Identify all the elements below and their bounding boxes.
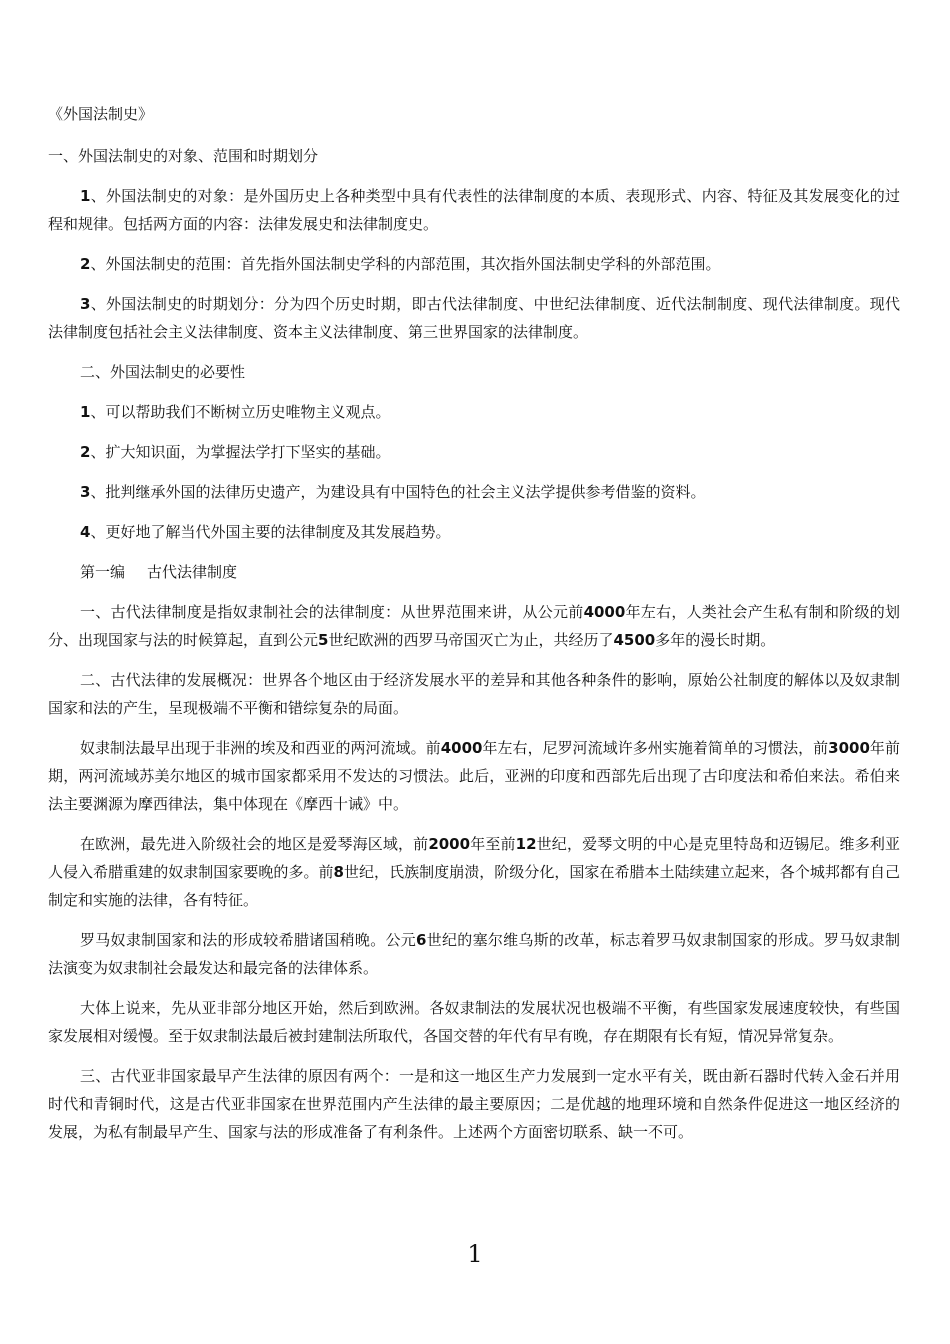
item-number: 1 (80, 403, 91, 421)
paragraph-text: 、外国法制史的范围：首先指外国法制史学科的内部范围，其次指外国法制史学科的外部范围。 (90, 255, 721, 273)
item-text: 、扩大知识面，为掌握法学打下坚实的基础。 (90, 443, 391, 461)
text-run: 世纪，氏族制度崩溃，阶级分化，国家在希腊本土陆续建立起来，各个城邦都有自己制定和实施的法律，各有特征。 (48, 863, 900, 909)
number-bold: 2000 (428, 835, 471, 853)
number-bold: 4000 (583, 603, 626, 621)
item-number: 1 (80, 187, 91, 205)
paragraph-periods (48, 290, 900, 346)
number-bold: 4000 (440, 739, 483, 757)
paragraph-text: 、外国法制史的对象：是外国历史上各种类型中具有代表性的法律制度的本质、表现形式、内容、特征及其发展变化的过程和规律。包括两方面的内容：法律发展史和法律制度史。 (48, 187, 900, 233)
item-number: 2 (80, 255, 91, 273)
item-number: 3 (80, 483, 91, 501)
text-run: 年左右，尼罗河流域许多州实施着简单的习惯法，前 (482, 739, 829, 757)
text-run: 世纪欧洲的西罗马帝国灭亡为止，共经历了 (328, 631, 614, 649)
list-item (48, 478, 900, 506)
item-number: 3 (80, 295, 91, 313)
text-run: 多年的漫长时期。 (655, 631, 776, 649)
list-item (48, 438, 900, 466)
item-text: 、更好地了解当代外国主要的法律制度及其发展趋势。 (90, 523, 451, 541)
item-text: 、批判继承外国的法律历史遗产，为建设具有中国特色的社会主义法学提供参考借鉴的资料。 (90, 483, 706, 501)
part-heading (48, 558, 900, 586)
text-run: 世纪，爱琴文明的中心是克里特岛和迈锡尼。维多利亚人侵入希腊重建的奴隶制国家要晚的多。前 (48, 835, 900, 881)
paragraph-scope (48, 250, 900, 278)
number-bold: 6 (416, 931, 427, 949)
text-run: 世纪的塞尔维乌斯的改革，标志着罗马奴隶制国家的形成。罗马奴隶制法演变为奴隶制社会最发达和最完备的法律体系。 (48, 931, 900, 977)
paragraph-development-overview: 二、古代法律的发展概况：世界各个地区由于经济发展水平的差异和其他各种条件的影响，原始公社制度的解体以及奴隶制国家和法的产生，呈现极端不平衡和错综复杂的局面。 (48, 671, 900, 717)
section-heading-2: 二、外国法制史的必要性 (80, 363, 246, 381)
text-run: 在欧洲，最先进入阶级社会的地区是爱琴海区域，前 (80, 835, 429, 853)
number-bold: 4500 (613, 631, 656, 649)
section-heading-1: 一、外国法制史的对象、范围和时期划分 (48, 147, 319, 165)
part-title: 古代法律制度 (147, 563, 238, 581)
list-item (48, 398, 900, 426)
part-label: 第一编 (80, 563, 126, 581)
paragraph-text: 、外国法制史的时期划分：分为四个历史时期，即古代法律制度、中世纪法律制度、近代法制制度、现代法律制度。现代法律制度包括社会主义法律制度、资本主义法律制度、第三世界国家的法律制度。 (48, 295, 900, 341)
text-run: 年左右，人类社会产生私有制和阶级的划分、出现国家与法的时候算起，直到公元 (48, 603, 900, 649)
document-body (48, 100, 900, 1158)
paragraph-object (48, 182, 900, 238)
paragraph-summary: 大体上说来，先从亚非部分地区开始，然后到欧洲。各奴隶制法的发展状况也极端不平衡，有些国家发展速度较快，有些国家发展相对缓慢。至于奴隶制法最后被封建制法所取代，各国交替的年代有早有晚，存在期限有长有短，情况异常复杂。 (48, 999, 900, 1045)
text-run: 罗马奴隶制国家和法的形成较希腊诸国稍晚。公元 (80, 931, 417, 949)
text-run: 年前期，两河流域苏美尔地区的城市国家都采用不发达的习惯法。此后，亚洲的印度和西部先后出现了古印度法和希伯来法。希伯来法主要渊源为摩西律法，集中体现在《摩西十诫》中。 (48, 739, 900, 813)
number-bold: 5 (318, 631, 329, 649)
paragraph-ancient-definition (48, 598, 900, 654)
list-item (48, 518, 900, 546)
text-run: 奴隶制法最早出现于非洲的埃及和西亚的两河流域。前 (80, 739, 441, 757)
text-run: 年至前 (470, 835, 516, 853)
paragraph-europe (48, 830, 900, 914)
page-number: 1 (467, 1240, 483, 1268)
document-title: 《外国法制史》 (48, 105, 154, 123)
paragraph-reasons: 三、古代亚非国家最早产生法律的原因有两个：一是和这一地区生产力发展到一定水平有关，既由新石器时代转入金石并用时代和青铜时代，这是古代亚非国家在世界范围内产生法律的最主要原因；二是优越的地理环境和自然条件促进这一地区经济的发展，为私有制最早产生、国家与法的形成准备了有利条件。上述两个方面密切联系、缺一不可。 (48, 1067, 900, 1141)
number-bold: 12 (515, 835, 537, 853)
text-run: 一、古代法律制度是指奴隶制社会的法律制度：从世界范围来讲，从公元前 (80, 603, 584, 621)
paragraph-earliest-slavery-law (48, 734, 900, 818)
number-bold: 3000 (828, 739, 870, 757)
number-bold: 8 (333, 863, 344, 881)
item-number: 4 (80, 523, 91, 541)
item-text: 、可以帮助我们不断树立历史唯物主义观点。 (90, 403, 391, 421)
item-number: 2 (80, 443, 91, 461)
paragraph-rome (48, 926, 900, 982)
